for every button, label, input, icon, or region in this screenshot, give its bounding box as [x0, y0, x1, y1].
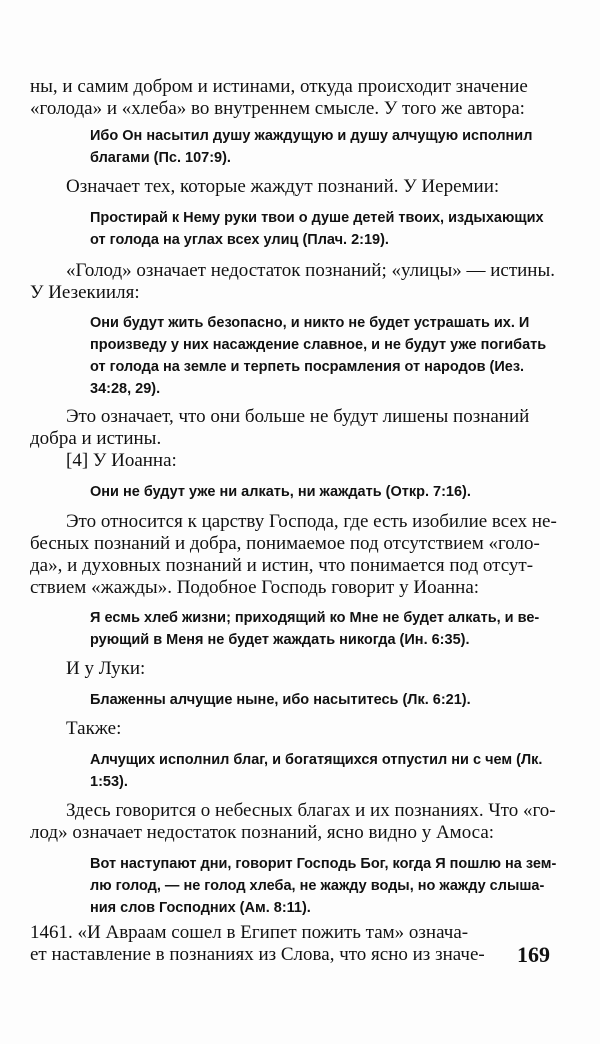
- text-line: ствием «жажды». Подобное Господь говорит у Иоанна:: [30, 577, 480, 598]
- quote-line: ния слов Господних (Ам. 8:11).: [90, 900, 311, 916]
- quote-line: 1:53).: [90, 774, 128, 790]
- quote-line: от голода на земле и терпеть посрамления от народов (Иез.: [90, 359, 525, 375]
- text-line: добра и истины.: [30, 428, 162, 449]
- text-line: лод» означает недостаток познаний, ясно видно у Амоса:: [30, 822, 495, 843]
- quote-line: Простирай к Нему руки твои о душе детей твоих, издыхающих: [90, 210, 544, 226]
- quote-line: Они не будут уже ни алкать, ни жаждать (Откр. 7:16).: [90, 484, 471, 500]
- quote-line: рующий в Меня не будет жаждать никогда (Ин. 6:35).: [90, 632, 470, 648]
- quote-line: благами (Пс. 107:9).: [90, 150, 231, 166]
- quote-line: лю голод, — не голод хлеба, не жажду воды, но жажду слыша-: [90, 878, 545, 894]
- text-line: У Иезекииля:: [30, 282, 140, 303]
- text-line: Это относится к царству Господа, где есть изобилие всех не-: [66, 511, 557, 532]
- quote-line: Ибо Он насытил душу жаждущую и душу алчущую исполнил: [90, 128, 533, 144]
- quote-line: Я есмь хлеб жизни; приходящий ко Мне не будет алкать, и ве-: [90, 610, 540, 626]
- text-line: ет наставление в познаниях из Слова, что ясно из значе-: [30, 944, 485, 965]
- quote-line: 34:28, 29).: [90, 381, 161, 397]
- quote-line: произведу у них насаждение славное, и не будут уже погибать: [90, 337, 547, 353]
- text-line: Означает тех, которые жаждут познаний. У Иеремии:: [66, 176, 500, 197]
- quote-line: Вот наступают дни, говорит Господь Бог, когда Я пошлю на зем-: [90, 856, 557, 872]
- text-line: 1461. «И Авраам сошел в Египет пожить там» означа-: [30, 922, 469, 943]
- text-line: Также:: [66, 718, 122, 739]
- text-line: «голода» и «хлеба» во внутреннем смысле. У того же автора:: [30, 98, 525, 119]
- text-line: Это означает, что они больше не будут лишены познаний: [66, 406, 530, 427]
- quote-line: Блаженны алчущие ныне, ибо насытитесь (Лк. 6:21).: [90, 692, 471, 708]
- quote-line: Алчущих исполнил благ, и богатящихся отпустил ни с чем (Лк.: [90, 752, 543, 768]
- text-line: Здесь говорится о небесных благах и их познаниях. Что «го-: [66, 800, 556, 821]
- text-line: бесных познаний и добра, понимаемое под отсутствием «голо-: [30, 533, 540, 554]
- text-line: ны, и самим добром и истинами, откуда происходит значение: [30, 76, 528, 97]
- text-line: да», и духовных познаний и истин, что понимается под отсут-: [30, 555, 534, 576]
- text-line: И у Луки:: [66, 658, 146, 679]
- page-number: 169: [517, 942, 550, 967]
- quote-line: от голода на углах всех улиц (Плач. 2:19).: [90, 232, 389, 248]
- text-line: «Голод» означает недостаток познаний; «улицы» — истины.: [66, 260, 555, 281]
- quote-line: Они будут жить безопасно, и никто не будет устрашать их. И: [90, 315, 530, 331]
- text-line: [4] У Иоанна:: [66, 450, 177, 471]
